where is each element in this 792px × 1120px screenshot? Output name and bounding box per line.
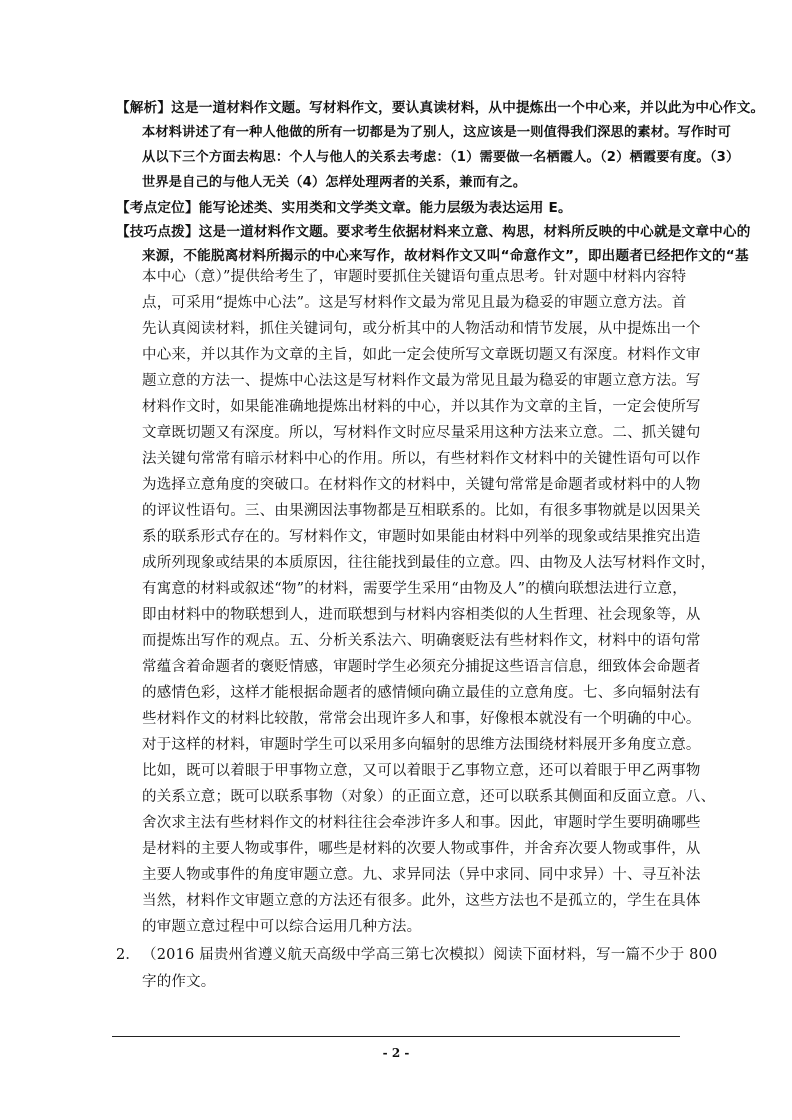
jiqiao-line-2: 来源，不能脱离材料所揭示的中心来写作，故材料作文又叫“命意作文”，即出题者已经把作文的“基 xyxy=(142,248,749,264)
jiqiao-line-28: 的审题立意过程中可以综合运用几种方法。 xyxy=(142,919,422,935)
jiqiao-line-14: 成所列现象或结果的本质原因，往往能找到最佳的立意。四、由物及人法写材料作文时， xyxy=(142,555,716,571)
jiqiao-line-8: 材料作文时，如果能准确地提炼出材料的中心，并以其作为文章的主旨，一定会使所写 xyxy=(142,399,701,415)
footer-divider xyxy=(112,1036,680,1037)
jiqiao-line-4: 点，可采用“提炼中心法”。这是写材料作文最为常见且最为稳妥的审题立意方法。首 xyxy=(142,295,687,311)
jiqiao-line-7: 题立意的方法一、提炼中心法这是写材料作文最为常见且最为稳妥的审题立意方法。写 xyxy=(142,373,701,389)
jiqiao-line-17: 而提炼出写作的观点。五、分析关系法六、明确褒贬法有些材料作文，材料中的语句常 xyxy=(142,633,701,649)
jiqiao-line-24: 舍次求主法有些材料作文的材料往往会牵涉许多人和事。因此，审题时学生要明确哪些 xyxy=(142,815,701,831)
jiqiao-line-19: 的感情色彩，这样才能根据命题者的感情倾向确立最佳的立意角度。七、多向辐射法有 xyxy=(142,685,701,701)
jiqiao-line-23: 的关系立意；既可以联系事物（对象）的正面立意，还可以联系其侧面和反面立意。八、 xyxy=(142,789,716,805)
jiqiao-line-9: 文章既切题又有深度。所以，写材料作文时应尽量采用这种方法来立意。二、抓关键句 xyxy=(142,425,701,441)
analysis-line-3: 从以下三个方面去构思：个人与他人的关系去考虑：（1）需要做一名栖霞人。（2）栖霞要有度。（3） xyxy=(142,150,740,165)
question-line-1: （2016 届贵州省遵义航天高级中学高三第七次模拟）阅读下面材料，写一篇不少于 800 xyxy=(142,947,718,963)
page-number: - 2 - xyxy=(382,1046,410,1060)
jiqiao-line-18: 常蕴含着命题者的褒贬情感，审题时学生必须充分捕捉这些语言信息，细致体会命题者 xyxy=(142,659,701,675)
jiqiao-line-13: 系的联系形式存在的。写材料作文，审题时如果能由材料中列举的现象或结果推究出造 xyxy=(142,529,701,545)
analysis-line-1: 【解析】这是一道材料作文题。写材料作文，要认真读材料，从中提炼出一个中心来，并以此为中心作文。 xyxy=(116,100,765,116)
jiqiao-line-5: 先认真阅读材料，抓住关键词句，或分析其中的人物活动和情节发展，从中提炼出一个 xyxy=(142,321,701,337)
jiqiao-line-22: 比如，既可以着眼于甲事物立意，又可以着眼于乙事物立意，还可以着眼于甲乙两事物 xyxy=(142,763,701,779)
question-line-2: 字的作文。 xyxy=(142,974,216,990)
jiqiao-line-1: 【技巧点拨】这是一道材料作文题。要求考生依据材料来立意、构思，材料所反映的中心就是文章中心的 xyxy=(116,224,751,240)
jiqiao-line-10: 法关键句常常有暗示材料中心的作用。所以，有些材料作文材料中的关键性语句可以作 xyxy=(142,451,701,467)
analysis-line-4: 世界是自己的与他人无关（4）怎样处理两者的关系，兼而有之。 xyxy=(142,175,527,190)
question-number: 2． xyxy=(116,947,141,963)
jiqiao-line-20: 些材料作文的材料比较散，常常会出现许多人和事，好像根本就没有一个明确的中心。 xyxy=(142,711,701,727)
jiqiao-line-6: 中心来，并以其作为文章的主旨，如此一定会使所写文章既切题又有深度。材料作文审 xyxy=(142,347,701,363)
jiqiao-line-25: 是材料的主要人物或事件，哪些是材料的次要人物或事件，并舍弃次要人物或事件，从 xyxy=(142,841,701,857)
jiqiao-line-27: 当然，材料作文审题立意的方法还有很多。此外，这些方法也不是孤立的，学生在具体 xyxy=(142,893,701,909)
jiqiao-line-12: 的评议性语句。三、由果溯因法事物都是互相联系的。比如，有很多事物就是以因果关 xyxy=(142,503,701,519)
jiqiao-line-15: 有寓意的材料或叙述“物”的材料，需要学生采用“由物及人”的横向联想法进行立意， xyxy=(142,581,687,597)
jiqiao-line-11: 为选择立意角度的突破口。在材料作文的材料中，关键句常常是命题者或材料中的人物 xyxy=(142,477,701,493)
jiqiao-line-26: 主要人物或事件的角度审题立意。九、求异同法（异中求同、同中求异）十、寻互补法 xyxy=(142,867,701,883)
kaodian-line: 【考点定位】能写论述类、实用类和文学类文章。能力层级为表达运用 E。 xyxy=(116,200,572,216)
jiqiao-line-16: 即由材料中的物联想到人，进而联想到与材料内容相类似的人生哲理、社会现象等，从 xyxy=(142,607,701,623)
analysis-line-2: 本材料讲述了有一种人他做的所有一切都是为了别人，这应该是一则值得我们深思的素材。写作时可 xyxy=(142,125,732,140)
jiqiao-line-21: 对于这样的材料，审题时学生可以采用多向辐射的思维方法围绕材料展开多角度立意。 xyxy=(142,737,701,753)
jiqiao-line-3: 本中心（意）”提供给考生了，审题时要抓住关键语句重点思考。针对题中材料内容特 xyxy=(142,269,687,285)
